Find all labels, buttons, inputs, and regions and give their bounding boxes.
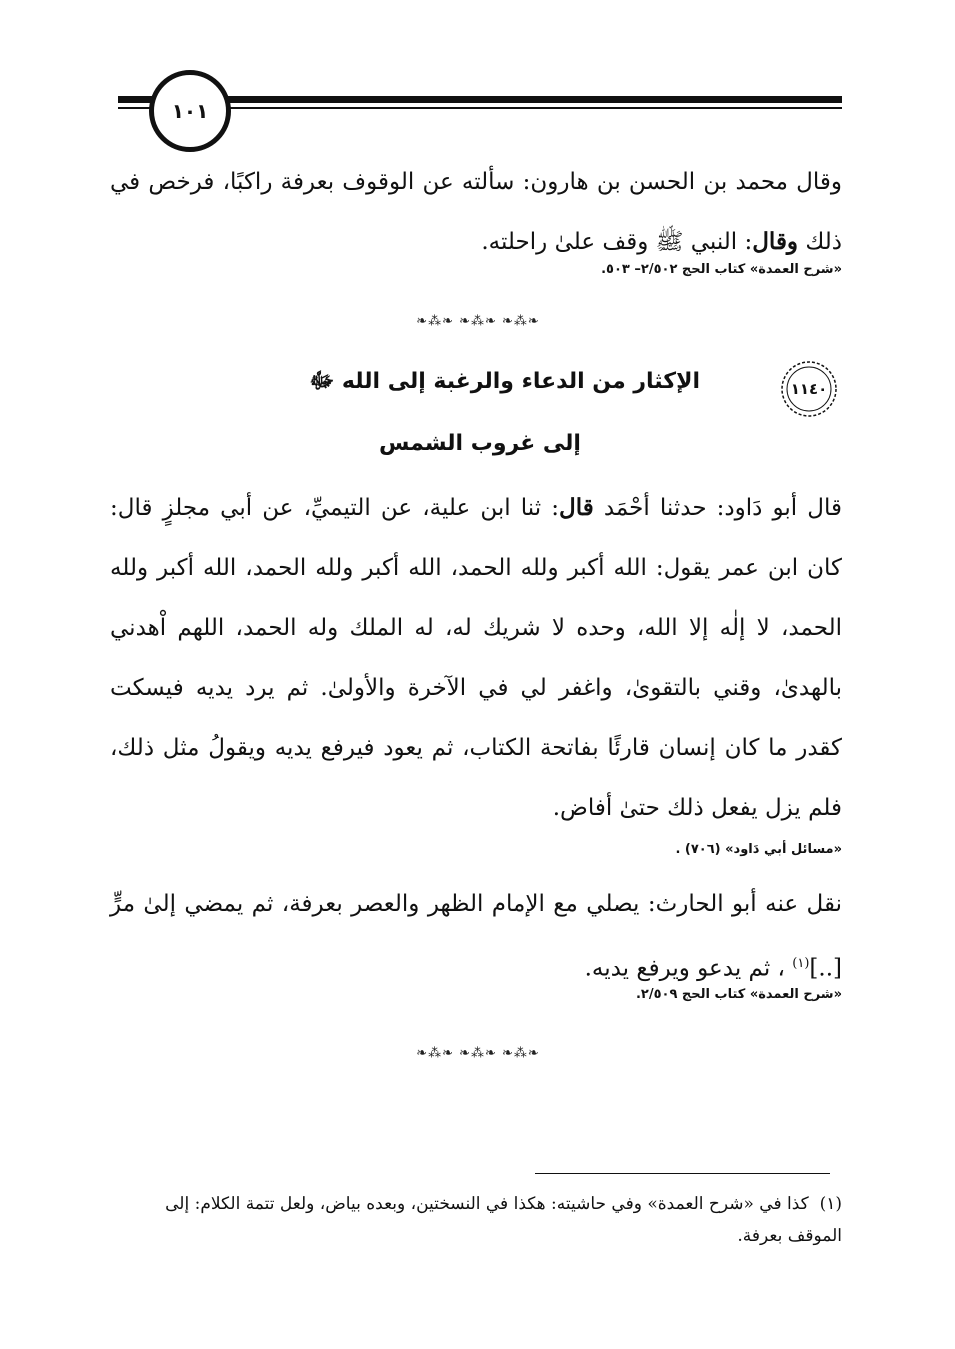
ornament-divider-1: ❧⁂❧ ❧⁂❧ ❧⁂❧: [416, 314, 540, 329]
source-citation-2: «مسائل أبي دَاود» (٧٠٦) .: [675, 842, 842, 857]
paragraph-2-bold: قال: [558, 494, 594, 521]
section-title-line-2: إلى غروب الشمس: [379, 431, 581, 456]
footnote-rule: [535, 1173, 830, 1174]
footnote-text: كذا في «شرح العمدة» وفي حاشيته: هكذا في النسختين، وبعده بياض، ولعل تتمة الكلام: إلى الموقف بعرفة.: [165, 1194, 842, 1246]
footnote-reference[interactable]: (١): [792, 956, 810, 971]
paragraph-2-text-a: قال أبو دَاود: حدثنا أحْمَد: [593, 495, 842, 521]
paragraph-3-text-b: ، ثم يدعو ويرفع يديه.: [584, 955, 793, 982]
footnote: [110, 1188, 842, 1252]
paragraph-3-text-a: نقل عنه أبو الحارث: يصلي مع الإمام الظهر والعصر بعرفة، ثم يمضي إلىٰ مرٍّ [..]: [110, 891, 842, 982]
paragraph-2-text-b: : ثنا ابن علية، عن التيميِّ، عن أبي مجلزٍ قال: كان ابن عمر يقول: الله أكبر ولله الحمد، الله أكبر ولله الحمد، الله أكبر ولله الحمد، لا إلٰه إلا الله، وحده لا شريك له، له الملك وله الحمد، اللهم اْهدني بالهدىٰ، وقني بالتقوىٰ، واغفر لي في الآخرة والأولىٰ. ثم يرد يديه فيسكت كقدر ما كان إنسان قارئًا بفاتحة الكتاب، ثم يعود فيرفع يديه ويقولُ مثل ذلك، فلم يزل يفعل ذلك حتىٰ أفاض.: [110, 495, 842, 821]
page-number: ١٠١: [149, 70, 231, 152]
paragraph-1-text-b: : النبي ﷺ وقف علىٰ راحلته.: [481, 229, 753, 255]
footnote-marker: (١): [819, 1194, 842, 1214]
section-number-badge: [778, 358, 840, 420]
paragraph-2: [110, 478, 842, 838]
section-number: ١١٤٠: [790, 380, 828, 398]
section-title-line-1: الإكثار من الدعاء والرغبة إلى الله ﷻ: [309, 369, 700, 394]
paragraph-1-bold: وقال: [752, 228, 799, 255]
paragraph-1-text-a: وقال محمد بن الحسن بن هارون: سألته عن الوقوف بعرفة راكبًا، فرخص في ذلك: [110, 169, 842, 255]
source-citation-3: «شرح العمدة» كتاب الحج ٢/٥٠٩.: [635, 987, 842, 1002]
ornament-divider-2: ❧⁂❧ ❧⁂❧ ❧⁂❧: [416, 1046, 540, 1061]
source-citation-1: «شرح العمدة» كتاب الحج ٢/٥٠٢– ٥٠٣.: [601, 262, 842, 277]
paragraph-3: [110, 874, 842, 999]
paragraph-1: [110, 152, 842, 272]
